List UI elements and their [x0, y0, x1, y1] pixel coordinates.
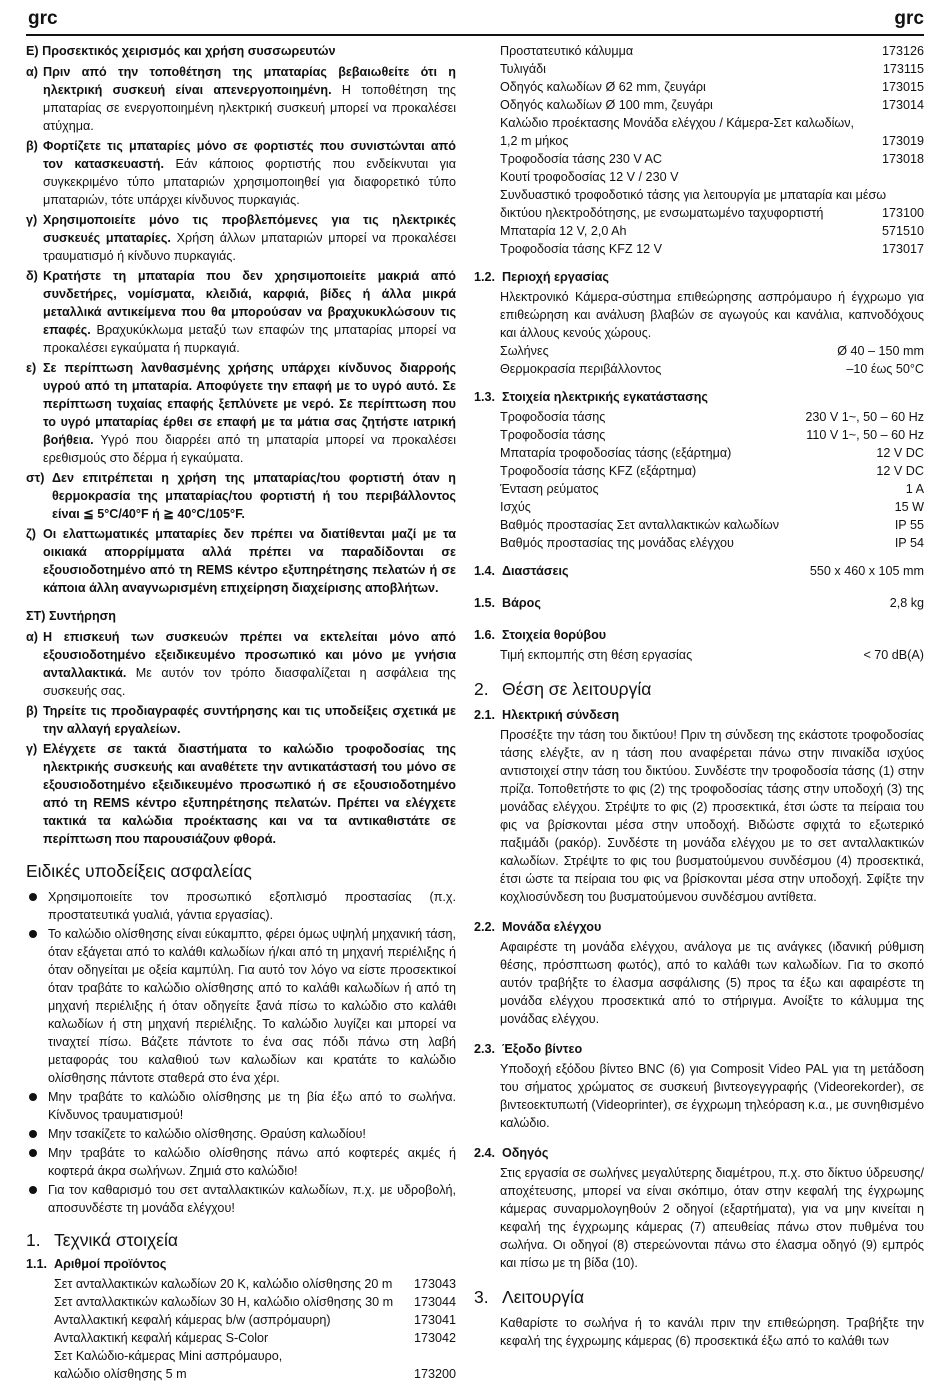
- section-e-item-bold: Σε περίπτωση λανθασμένης χρήσης υπάρχει κίνδυνος διαρροής υγρού από τη μπαταρία. Αποφύγετε την επαφή με το υγρό αυτό. Σε περίπτωση τυχαίας επαφής ξεπλύνετε με νερό. Σε περίπτωση που το υγρό μπαταρίας έρθει σε επαφή με τα μάτια σας ζητήστε ιατρική βοήθεια.: [43, 361, 456, 447]
- section-e-item-label: ε): [26, 361, 37, 375]
- product-name: Σετ ανταλλακτικών καλωδίων 20 K, καλώδιο ολίσθησης 20 m: [54, 1277, 393, 1291]
- s2-heading: [474, 680, 924, 698]
- spec-value: 15 W: [894, 500, 924, 514]
- spec-value: IP 54: [894, 536, 924, 550]
- section-e-item-text: Χρήση άλλων μπαταριών μπορεί να προκαλέσει τραυματισμό ή κίνδυνο πυρκαγιάς.: [43, 231, 456, 263]
- product-name: Σετ ανταλλακτικών καλωδίων 30 H, καλώδιο ολίσθησης 30 m: [54, 1295, 394, 1309]
- section-e-item: [26, 525, 456, 597]
- product-row: [474, 186, 924, 204]
- section-e-item-bold: Φορτίζετε τις μπαταρίες μόνο σε φορτιστές που συνιστώνται από τον κατασκευαστή.: [43, 139, 456, 171]
- spec-value: 110 V 1~, 50 – 60 Hz: [806, 428, 924, 442]
- product-name: δικτύου ηλεκτροδότησης, με ενσωματωμένο ταχυφορτιστή: [500, 206, 824, 220]
- product-row: [474, 42, 924, 60]
- safety-bullet-text: Το καλώδιο ολίσθησης είναι εύκαμπτο, φέρει όμως υψηλή μηχανική τάση, όταν εξάγεται από το καλάθι καλωδίων ή/και από τη μηχανή περιέλιξης ή όταν οδηγείται με οξεία καμπύλη. Για αυτό τον λόγο να είστε προσεκτικοί όταν τραβάτε το καλώδιο ολίσθησης από το καλάθι καλωδίων ή από τη μηχανή περιέλιξης ή όταν οδηγείτε ξανά πίσω το καλώδιο στο καλάθι καλωδίων ή στη μηχανή περιέλιξης. Το καλώδιο λυγίζει και μπορεί να τιναχτεί πίσω. Βάζετε πάντοτε το ένα σας πόδι πάνω στη λαβή μεταφοράς του καλαθιού των καλωδίων και κρατάτε το καλώδιο ολίσθησης πάντοτε σταθερά στο ένα χέρι.: [48, 927, 456, 1085]
- product-row: [474, 78, 924, 96]
- product-row: [26, 1365, 456, 1383]
- spec-key: Θερμοκρασία περιβάλλοντος: [500, 362, 662, 376]
- product-list-left: [26, 1275, 456, 1383]
- s23-text: Υποδοχή εξόδου βίντεο BNC (6) για Composit Video PAL για τη μετάδοση του σήματος χρώματος σε συσκευή βιντεογεγγραφής (Videorekorder), σε βιντεοεκτυπωτή (Videoprinter), σε έγχρωμη τηλεόραση κ.α., με συνηθισμένο καλώδιο.: [500, 1062, 924, 1130]
- product-row: [474, 168, 924, 186]
- spec-row: [500, 462, 924, 480]
- spec-value: IP 55: [894, 518, 924, 532]
- product-name: Οδηγός καλωδίων Ø 100 mm, ζευγάρι: [500, 98, 713, 112]
- s13-heading: [474, 388, 924, 406]
- product-numbers-num: 1.1.: [26, 1257, 48, 1271]
- safety-bullet: [26, 888, 456, 924]
- section-st-item: [26, 702, 456, 738]
- product-code: 173017: [881, 242, 924, 256]
- section-st-item-label: γ): [26, 742, 38, 756]
- section-st-item: [26, 740, 456, 848]
- product-code: 173200: [413, 1367, 456, 1381]
- product-row: [474, 114, 924, 132]
- section-st-item: [26, 628, 456, 700]
- section-st-item-bold: Η επισκευή των συσκευών πρέπει να εκτελείται μόνο από εξουσιοδοτημένο εξειδικευμένο προσωπικό και μόνο με γνήσια ανταλλακτικά.: [43, 630, 456, 680]
- s13-rows: [474, 408, 924, 552]
- s24-text: Στις εργασία σε σωλήνες μεγαλύτερης διαμέτρου, π.χ. στο δίκτυο ύδρευσης/αποχέτευσης, μπορεί να είναι σκόπιμο, όταν στην κεφαλή της έγχρωμης κάμερας συναρμολογηθούν 2 οδηγοί (εξαρτήματα), για να μην κινείται η κεφαλή της έγχρωμης κάμερας (7) απευθείας πάνω στον πυθμένα του σωλήνα. Οι οδηγοί (8) στερεώνονται πάνω στο έλασμα οδηγό (9) εμπρός και πίσω με τη βίδα (10).: [500, 1166, 924, 1270]
- section-e-item-bold: Δεν επιτρέπεται η χρήση της μπαταρίας/του φορτιστή όταν η θερμοκρασία της μπαταρίας/του φορτιστή ή του περιβάλλοντος είναι ≦ 5°C/40°F ή ≧ 40°C/105°F.: [52, 471, 456, 521]
- section-st-item-label: α): [26, 630, 38, 644]
- s16-key: Τιμή εκπομπής στη θέση εργασίας: [500, 648, 693, 662]
- bullet-dot-icon: [29, 893, 37, 901]
- s23-heading: [474, 1040, 924, 1058]
- product-row: [474, 96, 924, 114]
- spec-value: 12 V DC: [876, 464, 924, 478]
- product-code: 173019: [881, 134, 924, 148]
- s15-title: Βάρος: [502, 596, 541, 610]
- s14-value: 550 x 460 x 105 mm: [809, 564, 924, 578]
- section-e-item-label: α): [26, 65, 38, 79]
- section-st-item-text: Με αυτόν τον τρόπο διασφαλίζεται η ασφάλεια της συσκευής σας.: [43, 666, 456, 698]
- product-name: Κουτί τροφοδοσίας 12 V / 230 V: [500, 170, 679, 184]
- s12-num: 1.2.: [474, 270, 496, 284]
- s23-title: Έξοδο βίντεο: [502, 1042, 583, 1056]
- safety-bullet-text: Χρησιμοποιείτε τον προσωπικό εξοπλισμό προστασίας (π.χ. προστατευτικά γυαλιά, γάντια εργασίας).: [48, 890, 456, 922]
- product-code: 173126: [881, 44, 924, 58]
- section-e-title: E) Προσεκτικός χειρισμός και χρήση συσσωρευτών: [26, 44, 336, 58]
- safety-bullets: [26, 888, 456, 1217]
- s3-num: 3.: [474, 1287, 489, 1307]
- spec-row: [500, 516, 924, 534]
- section-e-item: [26, 211, 456, 265]
- section-st-title: ΣΤ) Συντήρηση: [26, 609, 116, 623]
- section-e-item-label: γ): [26, 213, 38, 227]
- product-row: [26, 1311, 456, 1329]
- s22-text: Αφαιρέστε τη μονάδα ελέγχου, ανάλογα με τις ανάγκες (ιδανική ρύθμιση θέσης, πρόσπτωση φωτός), από το καλάθι των καλωδίων. Για το σκοπό αυτόν τραβήξτε το έλασμα ασφάλισης (5) προς τα έξω και αφαιρέστε τη μονάδα ελέγχου προσεκτικά από το στήριγμα. Ανοίξτε το κάλυμμα της μονάδας ελέγχου.: [500, 940, 924, 1026]
- product-name: Προστατευτικό κάλυμμα: [500, 44, 634, 58]
- product-name: Μπαταρία 12 V, 2,0 Ah: [500, 224, 627, 238]
- product-row: [474, 132, 924, 150]
- s16-row: [500, 646, 924, 664]
- spec-row: [500, 360, 924, 378]
- spec-value: Ø 40 – 150 mm: [837, 344, 924, 358]
- section-e-item: [26, 137, 456, 209]
- spec-key: Τροφοδοσία τάσης: [500, 428, 606, 442]
- product-code: 173115: [882, 62, 924, 76]
- product-row: [474, 222, 924, 240]
- safety-bullet-text: Μην τραβάτε το καλώδιο ολίσθησης πάνω από κοφτερές ακμές ή κοφτερά άκρα σωλήνων. Ζημιά στο καλώδιο!: [48, 1146, 456, 1178]
- bullet-dot-icon: [29, 1149, 37, 1157]
- s22-heading: [474, 918, 924, 936]
- spec-key: Ισχύς: [500, 500, 531, 514]
- safety-title: Ειδικές υποδείξεις ασφαλείας: [26, 861, 252, 881]
- right-column: [474, 42, 924, 1350]
- product-code: 173041: [413, 1313, 456, 1327]
- product-name: Ανταλλακτική κεφαλή κάμερας b/w (ασπρόμαυρη): [54, 1313, 331, 1327]
- header-left: grc: [28, 8, 58, 29]
- spec-key: Σωλήνες: [500, 344, 549, 358]
- spec-value: –10 έως 50°C: [846, 362, 924, 376]
- s22-title: Μονάδα ελέγχου: [502, 920, 602, 934]
- spec-value: 12 V DC: [876, 446, 924, 460]
- bullet-dot-icon: [29, 930, 37, 938]
- product-code: 173100: [881, 206, 924, 220]
- section-e-items: [26, 63, 456, 597]
- section-e-item-text: Βραχυκύκλωμα μεταξύ των επαφών της μπαταρίας μπορεί να προκαλέσει εγκαύματα ή πυρκαγιά.: [43, 323, 456, 355]
- s14-row: [474, 562, 924, 580]
- product-row: [26, 1329, 456, 1347]
- s24-num: 2.4.: [474, 1146, 496, 1160]
- spec-row: [500, 444, 924, 462]
- bullet-dot-icon: [29, 1186, 37, 1194]
- s15-value: 2,8 kg: [889, 596, 924, 610]
- product-name: 1,2 m μήκος: [500, 134, 569, 148]
- spec-row: [500, 426, 924, 444]
- tech-num: 1.: [26, 1230, 41, 1250]
- spec-row: [500, 480, 924, 498]
- product-name: Τροφοδοσία τάσης KFZ 12 V: [500, 242, 663, 256]
- product-code: 173042: [413, 1331, 456, 1345]
- safety-bullet: [26, 1088, 456, 1124]
- product-row: [474, 150, 924, 168]
- s3-heading: [474, 1288, 924, 1306]
- header-rule: [26, 34, 924, 36]
- s21-title: Ηλεκτρική σύνδεση: [502, 708, 620, 722]
- section-st-item-bold: Τηρείτε τις προδιαγραφές συντήρησης και τις υποδείξεις σχετικά με την αλλαγή εργαλείων.: [43, 704, 456, 736]
- spec-key: Βαθμός προστασίας της μονάδας ελέγχου: [500, 536, 734, 550]
- s3-title: Λειτουργία: [502, 1287, 585, 1307]
- product-name: Συνδυαστικό τροφοδοτικό τάσης για λειτουργία με μπαταρία και μέσω: [500, 188, 887, 202]
- section-e-item: [26, 267, 456, 357]
- s22-num: 2.2.: [474, 920, 496, 934]
- product-code: [408, 1347, 456, 1365]
- product-code: 173014: [881, 98, 924, 112]
- header-right: grc: [894, 8, 924, 29]
- section-e-item-text: Υγρό που διαρρέει από τη μπαταρία μπορεί να προκαλέσει ερεθισμούς στο δέρμα ή εγκαύματα.: [43, 433, 456, 465]
- s16-num: 1.6.: [474, 628, 496, 642]
- spec-key: Βαθμός προστασίας Σετ ανταλλακτικών καλωδίων: [500, 518, 779, 532]
- spec-key: Ένταση ρεύματος: [500, 482, 599, 496]
- product-numbers-heading: [26, 1255, 456, 1273]
- product-name: καλώδιο ολίσθησης 5 m: [54, 1367, 187, 1381]
- bullet-dot-icon: [29, 1093, 37, 1101]
- section-st-item-bold: Ελέγχετε σε τακτά διαστήματα το καλώδιο τροφοδοσίας της ηλεκτρικής συσκευής και αναθέτετε την αντικατάστασή του μόνο σε εξουσιοδοτημένο εξειδικευμένο προσωπικό ή σε εξουσιοδοτημένο από τη REMS κέντρο εξυπηρέτησης πελατών. Πρέπει να ελέγχετε τακτικά τα καλώδια προέκτασης και να τα αντικαθιστάτε σε περίπτωση που παρουσιάζουν φθορά.: [43, 742, 456, 846]
- s24-heading: [474, 1144, 924, 1162]
- product-name: Τροφοδοσία τάσης 230 V AC: [500, 152, 663, 166]
- product-row: [26, 1293, 456, 1311]
- spec-row: [500, 408, 924, 426]
- s21-num: 2.1.: [474, 708, 496, 722]
- s12-heading: [474, 268, 924, 286]
- product-row: [26, 1347, 456, 1365]
- left-column: [26, 42, 456, 1383]
- s21-text: Προσέξτε την τάση του δικτύου! Πριν τη σύνδεση της εκάστοτε τροφοδοσίας τάσης ελέγξτε, αν η τάση που αναφέρεται πάνω στην πινακίδα ισχύος αντιστοιχεί στην τάση του δικτύου. Συνδέστε την τροφοδοσία τάσης (1) στην πρίζα. Τοποθετήστε το φις (2) της τροφοδοσίας τάσης στην υποδοχή (3) της μονάδας ελέγχου. Στρέψτε το φις (2) προσεκτικά, έτσι ώστε τα πείραια του φις να βρίσκονται μέσα στην υποδοχή. Βιδώστε σφιχτά το εξωτερικό παξιμάδι (ρακόρ). Συνδέστε τη μονάδα ελέγχου με το σετ ανταλλακτικών καλωδίων. Στρέψτε το φις του βυσματούμενου συνδέσμου (4) προσεκτικά, έτσι ώστε τα πείραια του φις να βρίσκονται μέσα στην υποδοχή. Σφίξτε την κοχλιοσύνδεση του βυσματούμενου συνδέσμου αντίθετα.: [500, 728, 924, 904]
- product-row: [26, 1275, 456, 1293]
- safety-bullet: [26, 925, 456, 1087]
- safety-bullet: [26, 1144, 456, 1180]
- safety-bullet: [26, 1125, 456, 1143]
- section-e-item: [26, 63, 456, 135]
- spec-value: 230 V 1~, 50 – 60 Hz: [805, 410, 924, 424]
- product-numbers-title: Αριθμοί προϊόντος: [54, 1257, 167, 1271]
- tech-heading: [26, 1231, 456, 1249]
- s24-title: Οδηγός: [502, 1146, 549, 1160]
- s12-text: Ηλεκτρονικό Κάμερα-σύστημα επιθεώρησης ασπρόμαυρο ή έγχρωμο για επιθεώρηση και ανάλυση βλαβών σε αγωγούς και κανάλια, καπνοδόχους και άλλους κενούς χώρους.: [500, 290, 924, 340]
- s2-num: 2.: [474, 679, 489, 699]
- product-row: [474, 60, 924, 78]
- s16-value: < 70 dB(A): [863, 648, 924, 662]
- section-e-item: [26, 359, 456, 467]
- s12-rows: [474, 342, 924, 378]
- section-e-item: [26, 469, 456, 523]
- section-e-item-bold: Οι ελαττωματικές μπαταρίες δεν πρέπει να διατίθενται μαζί με τα οικιακά απορρίμματα αλλά πρέπει να παραδίδονται σε εξουσιοδοτημένο από τη REMS κέντρο εξυπηρέτησης πελατών ή σε κάποια άλλη αναγνωρισμένη επιχείρηση διαχείρισης αποβλήτων.: [43, 527, 456, 595]
- s21-heading: [474, 706, 924, 724]
- s15-num: 1.5.: [474, 596, 496, 610]
- product-row: [474, 240, 924, 258]
- section-e-item-label: β): [26, 139, 38, 153]
- s23-num: 2.3.: [474, 1042, 496, 1056]
- s15-row: [474, 594, 924, 612]
- safety-bullet-text: Μην τσακίζετε το καλώδιο ολίσθησης. Θραύση καλωδίου!: [48, 1127, 366, 1141]
- safety-bullet-text: Μην τραβάτε το καλώδιο ολίσθησης με τη βία έξω από το σωλήνα. Κίνδυνος τραυματισμού!: [48, 1090, 456, 1122]
- spec-value: 1 A: [905, 482, 924, 496]
- product-name: Σετ Καλώδιο-κάμερας Mini ασπρόμαυρο,: [54, 1349, 283, 1363]
- section-e-item-bold: Χρησιμοποιείτε μόνο τις προβλεπόμενες για τις ηλεκτρικές συσκευές μπαταρίες.: [43, 213, 456, 245]
- product-name: Τυλιγάδι: [500, 62, 546, 76]
- spec-row: [500, 534, 924, 552]
- s16-heading: [474, 626, 924, 644]
- product-code: 173043: [413, 1277, 456, 1291]
- section-st-item-label: β): [26, 704, 38, 718]
- s3-text: Καθαρίστε το σωλήνα ή το κανάλι πριν την επιθεώρηση. Τραβήξτε την κεφαλή της έγχρωμης κάμερας (6) προσεκτικά έξω από το καλάθι των: [500, 1316, 924, 1348]
- bullet-dot-icon: [29, 1130, 37, 1138]
- spec-key: Μπαταρία τροφοδοσίας τάσης (εξάρτημα): [500, 446, 732, 460]
- section-e-item-bold: Πριν από την τοποθέτηση της μπαταρίας βεβαιωθείτε ότι η ηλεκτρική συσκευή είναι απενεργοποιημένη.: [43, 65, 456, 97]
- section-st-items: [26, 628, 456, 848]
- product-code: 173044: [413, 1295, 456, 1309]
- product-code: 173015: [881, 80, 924, 94]
- section-e-item-bold: Κρατήστε τη μπαταρία που δεν χρησιμοποιείτε μακριά από συνδετήρες, νομίσματα, κλειδιά, καρφιά, βίδες ή άλλα μικρά μεταλλικά αντικείμενα που θα μπορούσαν να βραχυκυκλώσουν τις επαφές.: [43, 269, 456, 337]
- product-name: Καλώδιο προέκτασης Μονάδα ελέγχου / Κάμερα-Σετ καλωδίων,: [500, 116, 855, 130]
- tech-title: Τεχνικά στοιχεία: [54, 1230, 178, 1250]
- section-e-item-label: δ): [26, 269, 38, 283]
- product-list-right: [474, 42, 924, 258]
- s2-title: Θέση σε λειτουργία: [502, 679, 652, 699]
- product-code: 173018: [881, 152, 924, 166]
- section-e-item-label: στ): [26, 471, 45, 485]
- s13-num: 1.3.: [474, 390, 496, 404]
- spec-row: [500, 498, 924, 516]
- safety-bullet: [26, 1181, 456, 1217]
- s16-title: Στοιχεία θορύβου: [502, 628, 607, 642]
- spec-key: Τροφοδοσία τάσης: [500, 410, 606, 424]
- s12-title: Περιοχή εργασίας: [502, 270, 609, 284]
- product-code: 571510: [881, 224, 924, 238]
- product-name: Ανταλλακτική κεφαλή κάμερας S-Color: [54, 1331, 269, 1345]
- product-name: Οδηγός καλωδίων Ø 62 mm, ζευγάρι: [500, 80, 706, 94]
- s14-title: Διαστάσεις: [502, 564, 569, 578]
- s13-title: Στοιχεία ηλεκτρικής εγκατάστασης: [502, 390, 708, 404]
- spec-row: [500, 342, 924, 360]
- section-e-item-label: ζ): [26, 527, 36, 541]
- spec-key: Τροφοδοσία τάσης KFZ (εξάρτημα): [500, 464, 697, 478]
- s14-num: 1.4.: [474, 564, 496, 578]
- section-e-item-text: Η τοποθέτηση της μπαταρίας σε ενεργοποιημένη ηλεκτρική συσκευή μπορεί να προκαλέσει ατύχημα.: [43, 83, 456, 133]
- safety-bullet-text: Για τον καθαρισμό του σετ ανταλλακτικών καλωδίων, π.χ. με υδροβολή, αποσυνδέστε τη μονάδα ελέγχου!: [48, 1183, 456, 1215]
- product-row: [474, 204, 924, 222]
- section-e-item-text: Εάν κάποιος φορτιστής που ενδείκνυται για συγκεκριμένο τύπο μπαταριών χρησιμοποιηθεί για διαφορετικό τύπο μπαταριών, τότε υπάρχει κίνδυνος πυρκαγιάς.: [43, 157, 457, 207]
